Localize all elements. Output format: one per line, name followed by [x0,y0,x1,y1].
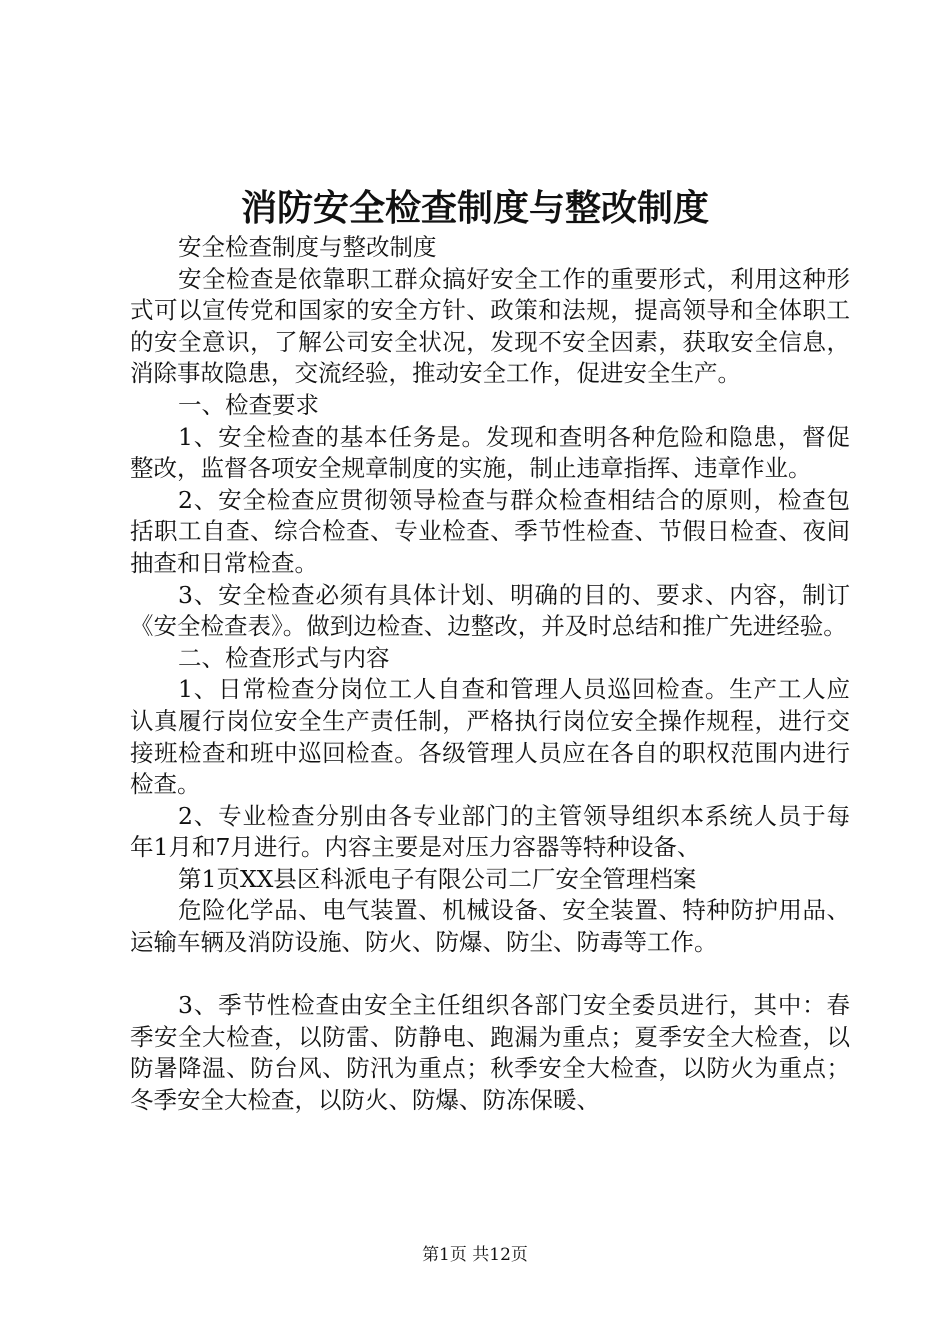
page-footer: 第1页 共12页 [422,1245,528,1265]
paragraph-form-3: 3、季节性检查由安全主任组织各部门安全委员进行，其中：春季安全大检查，以防雷、防静电、跑漏为重点；夏季安全大检查，以防暑降温、防台风、防汛为重点；秋季安全大检查，以防火为重点；冬季安全大检查，以防火、防爆、防冻保暖、 [130,991,850,1115]
paragraph-requirement-2: 2、安全检查应贯彻领导检查与群众检查相结合的原则，检查包括职工自查、综合检查、专业检查、季节性检查、节假日检查、夜间抽查和日常检查。 [130,485,850,577]
paragraph-intro: 安全检查是依靠职工群众搞好安全工作的重要形式，利用这种形式可以宣传党和国家的安全方针、政策和法规，提高领导和全体职工的安全意识，了解公司安全状况，发现不安全因素，获取安全信息，消除事故隐患，交流经验，推动安全工作，促进安全生产。 [130,264,850,388]
paragraph-form-1: 1、日常检查分岗位工人自查和管理人员巡回检查。生产工人应认真履行岗位安全生产责任制，严格执行岗位安全操作规程，进行交接班检查和班中巡回检查。各级管理人员应在各自的职权范围内进行检查。 [130,675,850,799]
paragraph-requirement-3: 3、安全检查必须有具体计划、明确的目的、要求、内容，制订《安全检查表》。做到边检查、边整改，并及时总结和推广先进经验。 [130,580,850,641]
paragraph-requirement-1: 1、安全检查的基本任务是。发现和查明各种危险和隐患，督促整改，监督各项安全规章制度的实施，制止违章指挥、违章作业。 [130,422,850,483]
paragraph-subtitle: 安全检查制度与整改制度 [178,233,437,261]
section-heading-requirements: 一、检查要求 [178,390,319,419]
section-heading-forms: 二、检查形式与内容 [178,643,390,672]
paragraph-form-2: 2、专业检查分别由各专业部门的主管领导组织本系统人员于每年1月和7月进行。内容主要是对压力容器等特种设备、 [130,801,850,862]
paragraph-archive-note: 第1页XX县区科派电子有限公司二厂安全管理档案 [178,864,697,893]
document-title: 消防安全检查制度与整改制度 [240,187,709,229]
document-body [130,232,850,1117]
paragraph-form-2-continued: 危险化学品、电气装置、机械设备、安全装置、特种防护用品、运输车辆及消防设施、防火、防爆、防尘、防毒等工作。 [130,896,850,957]
paragraph-gap [130,959,850,991]
